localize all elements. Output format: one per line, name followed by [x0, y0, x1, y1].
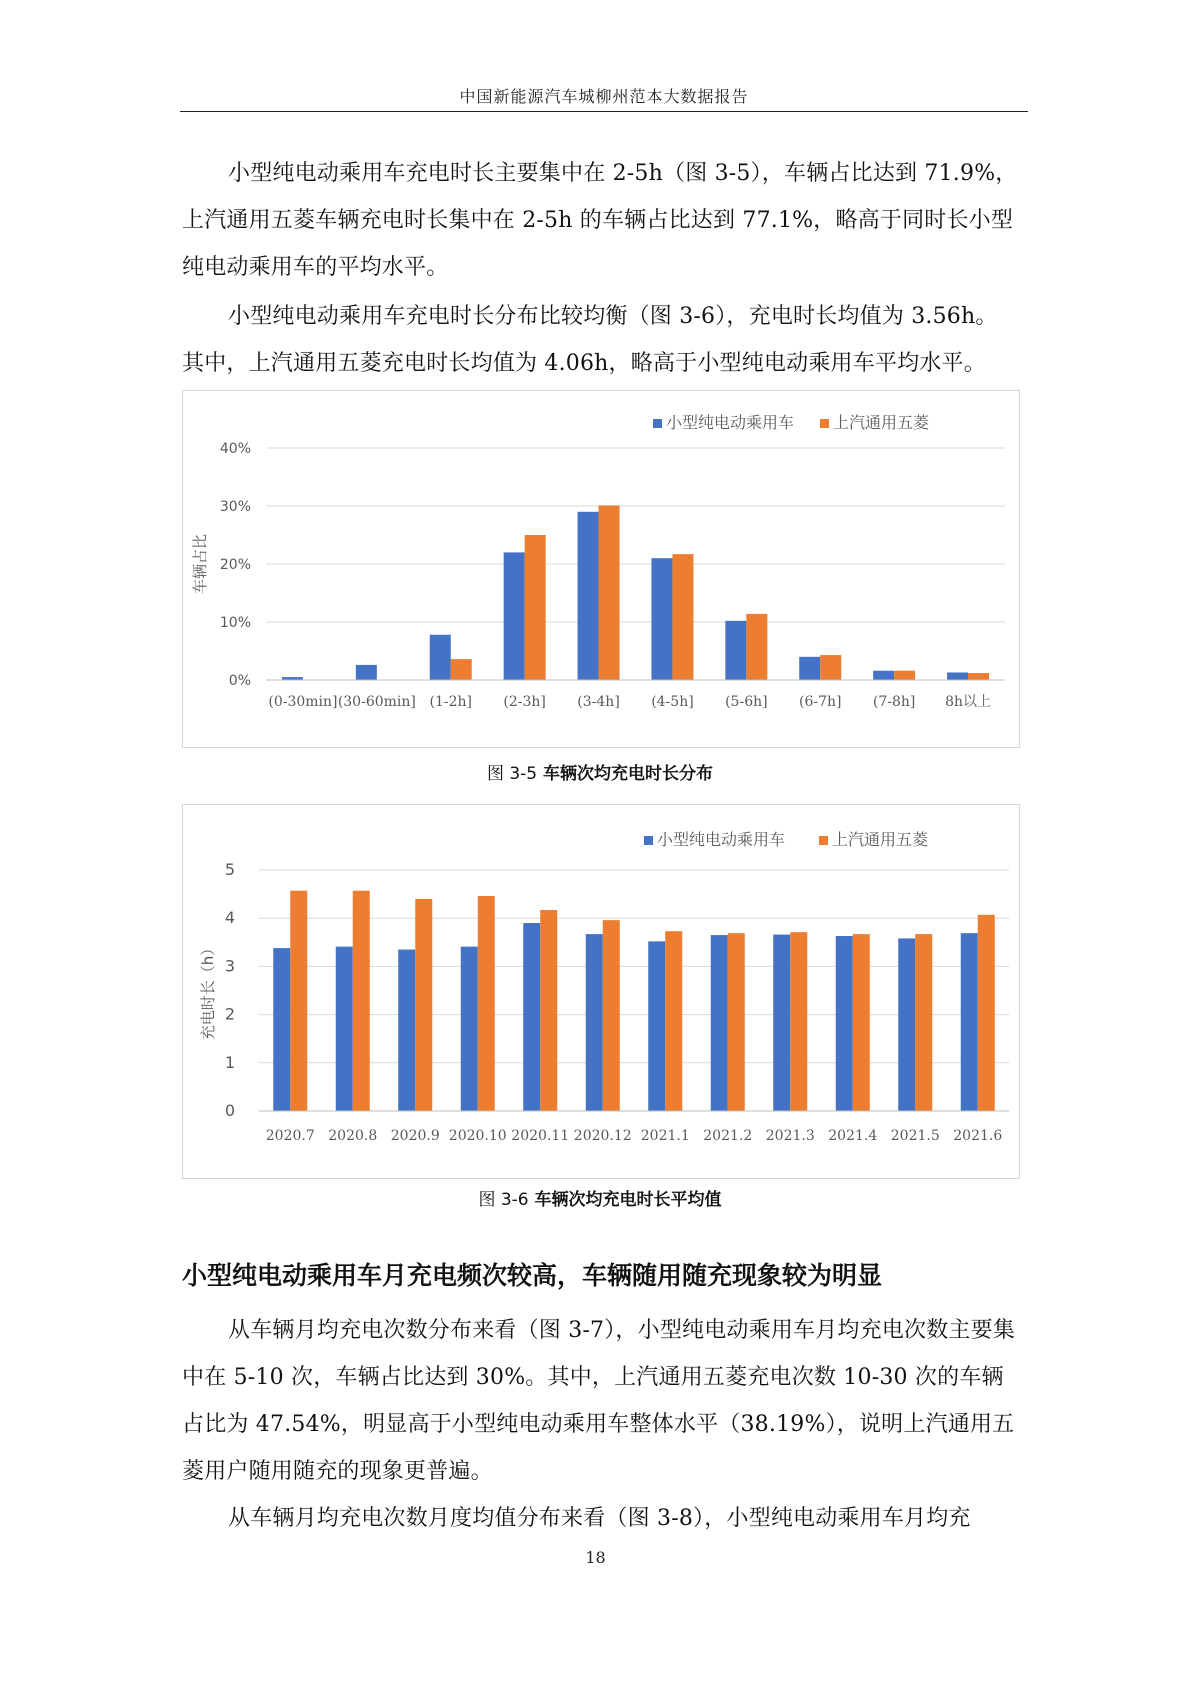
section-heading: 小型纯电动乘用车月充电频次较高，车辆随用随充现象较为明显	[182, 1261, 883, 1290]
bar-small-ev	[836, 936, 853, 1111]
paragraph-4	[182, 1495, 1018, 1542]
bar-small-ev	[504, 552, 525, 680]
x-tick-label: (1-2h]	[429, 694, 472, 710]
header-title: 中国新能源汽车城柳州范本大数据报告	[459, 87, 749, 106]
y-tick-label: 3	[224, 956, 235, 976]
chart-3-5	[182, 390, 1020, 748]
x-tick-label: 2021.4	[828, 1128, 878, 1144]
paragraph-2	[182, 293, 1018, 387]
legend-swatch	[820, 419, 829, 428]
caption-3-5-text: 车辆次均充电时长分布	[543, 764, 714, 784]
bar-small-ev	[725, 621, 746, 680]
bar-sgmw	[353, 891, 370, 1111]
y-tick-label: 20%	[219, 557, 251, 573]
bar-small-ev	[961, 933, 978, 1111]
bar-small-ev	[947, 672, 968, 680]
x-tick-label: (30-60min]	[337, 694, 416, 710]
x-tick-label: (6-7h]	[799, 694, 842, 710]
bar-sgmw	[894, 671, 915, 680]
bar-sgmw	[728, 933, 745, 1111]
bar-small-ev	[430, 635, 451, 680]
bar-small-ev	[273, 948, 290, 1111]
y-tick-label: 2	[224, 1004, 235, 1024]
y-tick-label: 40%	[219, 441, 251, 457]
paragraph-1-text: 小型纯电动乘用车充电时长主要集中在 2-5h（图 3-5），车辆占比达到 71.9%，上汽通用五菱车辆充电时长集中在 2-5h 的车辆占比达到 77.1%，略高于同时长小型纯电动乘用车的平均水平。	[182, 161, 1018, 280]
chart-3-6-svg	[183, 805, 1019, 1178]
bar-small-ev	[711, 935, 728, 1111]
x-tick-label: 2021.6	[953, 1128, 1003, 1144]
x-tick-label: (5-6h]	[725, 694, 768, 710]
bar-sgmw	[746, 614, 767, 680]
bar-sgmw	[790, 932, 807, 1111]
legend-label: 上汽通用五菱	[833, 413, 930, 432]
bar-sgmw	[978, 915, 995, 1111]
bar-sgmw	[915, 934, 932, 1111]
bar-sgmw	[540, 910, 557, 1111]
bar-sgmw	[478, 896, 495, 1111]
bar-sgmw	[820, 655, 841, 680]
x-tick-label: 2020.8	[328, 1128, 378, 1144]
bar-small-ev	[356, 665, 377, 680]
y-tick-label: 4	[224, 908, 235, 928]
x-tick-label: 2021.3	[765, 1128, 815, 1144]
x-tick-label: 8h以上	[945, 694, 992, 710]
paragraph-2-text: 小型纯电动乘用车充电时长分布比较均衡（图 3-6），充电时长均值为 3.56h。其中，上汽通用五菱充电时长均值为 4.06h，略高于小型纯电动乘用车平均水平。	[182, 304, 998, 376]
bar-small-ev	[398, 950, 415, 1111]
x-tick-label: 2020.9	[390, 1128, 440, 1144]
y-axis-title: 车辆占比	[191, 533, 209, 595]
caption-3-6-text: 车辆次均充电时长平均值	[534, 1190, 722, 1210]
x-tick-label: (2-3h]	[503, 694, 546, 710]
bar-sgmw	[451, 659, 472, 680]
page-number: 18	[585, 1548, 606, 1567]
bar-sgmw	[853, 934, 870, 1111]
paragraph-4-text: 从车辆月均充电次数月度均值分布来看（图 3-8），小型纯电动乘用车月均充	[228, 1506, 971, 1531]
x-tick-label: 2020.10	[448, 1128, 507, 1144]
caption-figure-3-5	[182, 759, 1018, 784]
y-tick-label: 5	[224, 860, 235, 879]
header-divider	[180, 111, 1028, 112]
x-tick-label: 2021.5	[890, 1128, 940, 1144]
x-tick-label: 2020.7	[265, 1128, 315, 1144]
chart-3-5-svg	[183, 391, 1019, 747]
x-tick-label: 2020.12	[573, 1128, 632, 1144]
legend-swatch	[644, 836, 653, 845]
y-axis-title: 充电时长（h）	[199, 940, 217, 1041]
bar-small-ev	[336, 947, 353, 1111]
bar-sgmw	[599, 505, 620, 680]
bar-sgmw	[672, 554, 693, 680]
paragraph-1	[182, 150, 1018, 291]
x-tick-label: 2020.11	[511, 1128, 570, 1144]
bar-small-ev	[523, 923, 540, 1111]
legend-swatch	[653, 419, 662, 428]
bar-sgmw	[290, 891, 307, 1111]
paragraph-3-text: 从车辆月均充电次数分布来看（图 3-7），小型纯电动乘用车月均充电次数主要集中在 5-10 次，车辆占比达到 30%。其中，上汽通用五菱充电次数 10-30 次的车辆占比为 47.54%，明显高于小型纯电动乘用车整体水平（38.19%），说明上汽通用五菱用户随用随充的现象更普遍。	[182, 1318, 1016, 1484]
y-tick-label: 1	[224, 1052, 235, 1072]
caption-figure-3-6	[182, 1185, 1018, 1210]
legend-label: 小型纯电动乘用车	[666, 413, 795, 432]
bar-small-ev	[648, 941, 665, 1111]
bar-small-ev	[651, 558, 672, 680]
bar-small-ev	[773, 935, 790, 1111]
paragraph-3	[182, 1307, 1018, 1495]
bar-small-ev	[898, 938, 915, 1111]
bar-small-ev	[461, 947, 478, 1111]
y-tick-label: 0	[224, 1101, 235, 1120]
caption-3-6-label: 图 3-6	[478, 1190, 529, 1210]
x-tick-label: (0-30min]	[268, 694, 338, 710]
bar-sgmw	[525, 535, 546, 680]
bar-sgmw	[415, 899, 432, 1111]
legend-label: 上汽通用五菱	[832, 830, 929, 849]
x-tick-label: (3-4h]	[577, 694, 620, 710]
bar-sgmw	[665, 931, 682, 1111]
y-tick-label: 10%	[219, 615, 251, 631]
bar-sgmw	[603, 920, 620, 1111]
bar-small-ev	[586, 934, 603, 1111]
chart-3-6	[182, 804, 1020, 1179]
bar-sgmw	[968, 673, 989, 680]
x-tick-label: 2021.1	[640, 1128, 690, 1144]
bar-small-ev	[873, 671, 894, 680]
bar-small-ev	[578, 512, 599, 680]
x-tick-label: 2021.2	[703, 1128, 753, 1144]
y-tick-label: 0%	[228, 673, 251, 689]
legend-swatch	[819, 836, 828, 845]
caption-3-5-label: 图 3-5	[486, 764, 538, 784]
bar-small-ev	[799, 657, 820, 680]
x-tick-label: (7-8h]	[872, 694, 916, 710]
x-tick-label: (4-5h]	[651, 694, 694, 710]
y-tick-label: 30%	[219, 499, 251, 515]
legend-label: 小型纯电动乘用车	[657, 830, 786, 849]
